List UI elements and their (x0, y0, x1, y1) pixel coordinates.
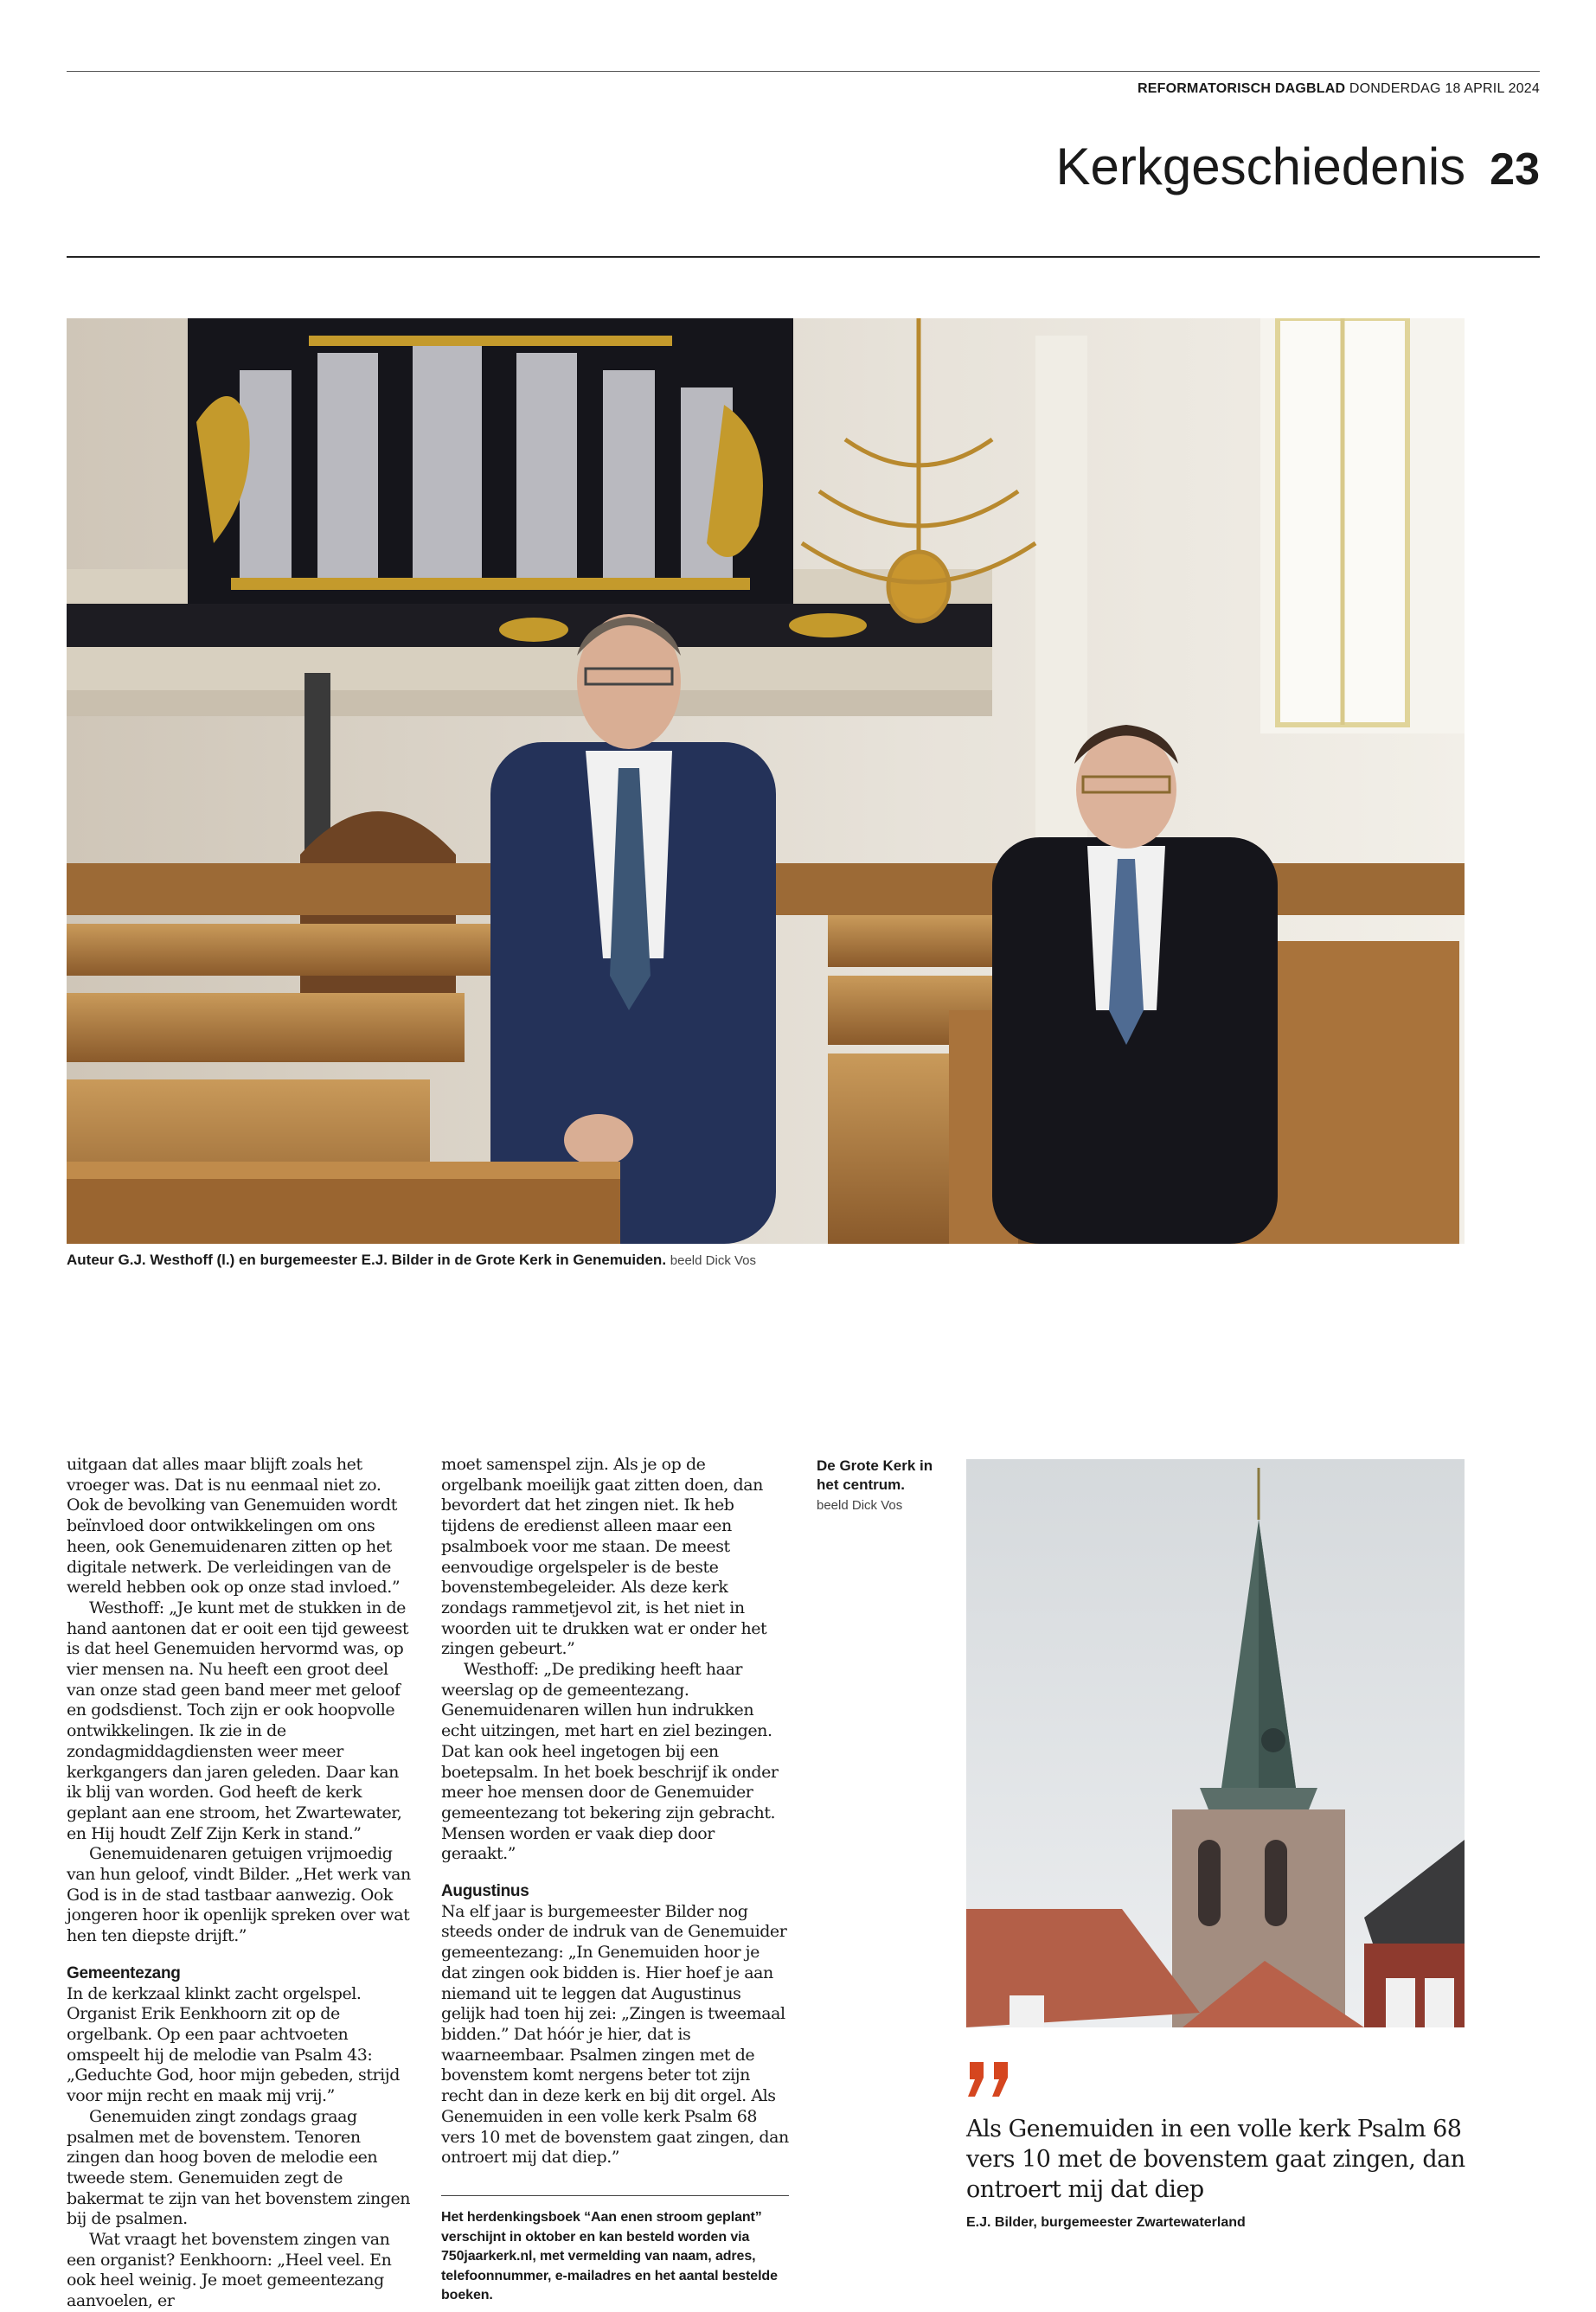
paragraph: uitgaan dat alles maar blijft zoals het vroeger was. Dat is nu eenmaal niet zo. Ook de bevolking van Genemuiden wordt beïnvloed door ontwikkelingen om ons heen, ook Genemuidenaren zitten op het digitale netwerk. De verleidingen van de wereld hebben ook op onze stad invloed.” (67, 1455, 401, 1598)
quote-mark-icon (966, 2059, 1018, 2102)
church-photo-caption (817, 1457, 955, 1515)
book-order-note: Het herdenkingsboek “Aan enen stroom geplant” verschijnt in oktober en kan besteld worden via 750jaarkerk.nl, met vermelding van naam, adres, telefoonnummer, e-mailadres en het aantal bestelde boeken. (441, 2209, 778, 2303)
header-rule (67, 71, 1540, 72)
caption-text: Auteur G.J. Westhoff (l.) en burgemeester E.J. Bilder in de Grote Kerk in Genemuiden. (67, 1252, 667, 1268)
photo-caption (67, 1252, 756, 1269)
church-photo (966, 1459, 1465, 2027)
church-caption-text: De Grote Kerk in het centrum. (817, 1457, 933, 1493)
issue-date: DONDERDAG 18 APRIL 2024 (1349, 81, 1540, 96)
paragraph: Genemuiden zingt zondags graag psalmen met de bovenstem. Tenoren zingen dan hoog boven de melodie een tweede stem. Genemuiden zegt de bakermat te zijn van het bovenstem zingen bij de psalmen. (67, 2106, 411, 2229)
article-column-1 (67, 1455, 413, 2312)
paragraph: In de kerkzaal klinkt zacht orgelspel. Organist Erik Eenkhoorn zit op de orgelbank. Op een paar achtvoeten omspeelt hij de melodie van Psalm 43: „Geduchte God, hoor mijn gebeden, strijd voor mijn recht en maak mij vrij.” (67, 1983, 400, 2106)
subheading-gemeentezang: Gemeentezang (67, 1963, 181, 1982)
paragraph: Na elf jaar is burgemeester Bilder nog steeds onder de indruk van de Genemuider gemeentezang: „In Genemuiden hoor je dat zingen ook bidden is. Hier hoef je aan niemand uit te leggen dat Augustinus gelijk had toen hij zei: „Zingen is tweemaal bidden.” Dat hóór je hier, dat is waarneembaar. Psalmen zingen met de bovenstem komt nergens beter tot zijn recht dan in deze kerk en bij dit orgel. Als Genemuiden in een volle kerk Psalm 68 vers 10 met de bovenstem gaat zingen, dan ontroert mij dat diep.” (441, 1901, 789, 2168)
masthead (1138, 81, 1540, 97)
quote-attribution: E.J. Bilder, burgemeester Zwartewaterland (966, 2215, 1246, 2230)
church-interior-illustration (67, 318, 1465, 1244)
section-header (1055, 138, 1540, 195)
newspaper-name: REFORMATORISCH DAGBLAD (1137, 81, 1346, 96)
paragraph: Westhoff: „Je kunt met de stukken in de hand aantonen dat er ooit een tijd geweest is dat heel Genemuiden hervormd was, op vier mensen na. Nu heeft een groot deel van onze stad geen band meer met geloof en godsdienst. Toch zijn er ook hoopvolle ontwikkelingen. Ik zie in de zondagmiddagdiensten weer meer kerkgangers dan jaren geleden. Daar kan ik blij van worden. God heeft de kerk geplant aan ene stroom, het Zwartewater, en Hij houdt Zelf Zijn Kerk in stand.” (67, 1598, 409, 1843)
subheading-augustinus: Augustinus (441, 1882, 529, 1901)
church-photo-credit: beeld Dick Vos (817, 1498, 903, 1513)
note-divider (441, 2195, 789, 2196)
photo-credit: beeld Dick Vos (670, 1253, 757, 1268)
main-photo (67, 318, 1465, 1244)
pull-quote: Als Genemuiden in een volle kerk Psalm 68 vers 10 met de bovenstem gaat zingen, dan ontroert mij dat diep (966, 2116, 1465, 2203)
church-tower-illustration (966, 1459, 1465, 2027)
paragraph: Wat vraagt het bovenstem zingen van een organist? Eenkhoorn: „Heel veel. En ook heel weinig. Je moet gemeentezang aanvoelen, er (67, 2230, 392, 2311)
paragraph: Westhoff: „De prediking heeft haar weerslag op de gemeentezang. Genemuidenaren willen hun indrukken echt uitzingen, met hart en ziel bezingen. Dat kan ook heel ingetogen bij een boetepsalm. In het boek beschrijf ik onder meer hoe mensen door de Genemuider gemeentezang tot bekering zijn gebracht. Mensen worden er vaak diep door geraakt.” (441, 1660, 779, 1864)
page-number: 23 (1490, 144, 1540, 195)
paragraph: moet samenspel zijn. Als je op de orgelbank moeilijk gaat zitten doen, dan bevordert dat het zingen niet. Ik heb tijdens de eredienst alleen maar een psalmboek voor me staan. De meest eenvoudige orgelspeler is de beste bovenstembegeleider. Als deze kerk zondags rammetjevol zit, is het niet in woorden uit te drukken wat er onder het zingen gebeurt.” (441, 1455, 767, 1659)
section-rule (67, 256, 1540, 258)
paragraph: Genemuidenaren getuigen vrijmoedig van hun geloof, vindt Bilder. „Het werk van God is in de stad tastbaar aanwezig. Ook jongeren hoor ik openlijk spreken over wat hen ten diepste drijft.” (67, 1844, 411, 1946)
article-column-2 (441, 1455, 789, 2306)
section-title: Kerkgeschiedenis (1055, 138, 1466, 195)
